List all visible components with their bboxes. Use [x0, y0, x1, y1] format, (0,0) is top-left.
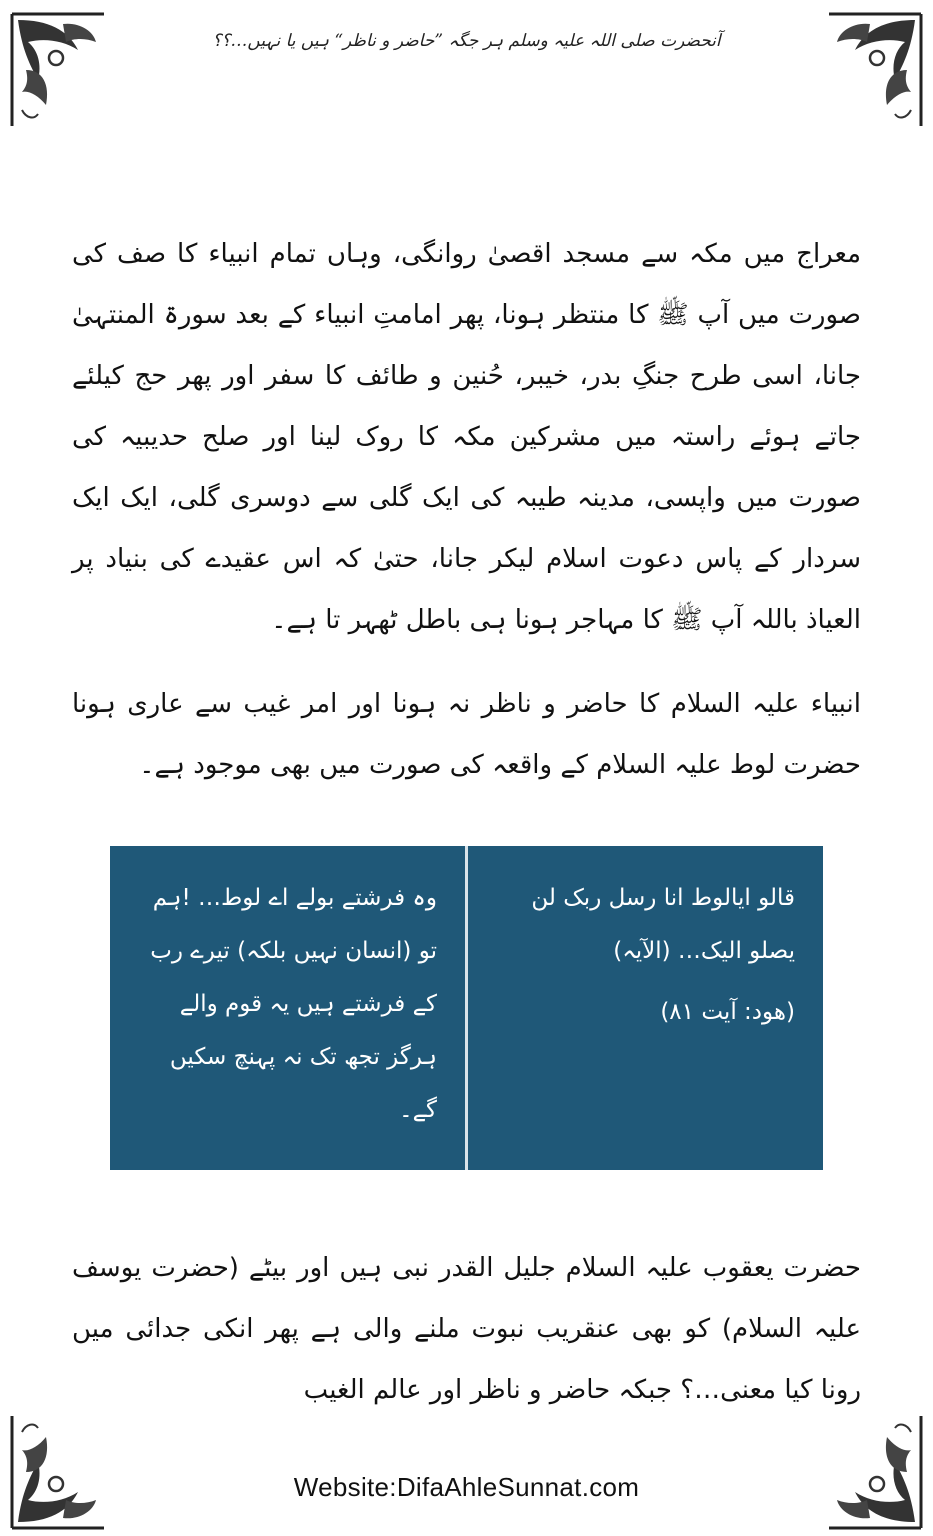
- quote-box: [110, 846, 823, 1170]
- ornament-icon: [825, 10, 925, 130]
- quote-arabic-text: قالو ایالوط انا رسل ربک لن یصلو الیک… (الآیہ): [531, 885, 795, 964]
- quote-translation-text: وہ فرشتے بولے اے لوط… !ہم تو (انسان نہیں بلکہ) تیرے رب کے فرشتے ہیں یہ قوم والے ہرگز تجھ تک نہ پہنچ سکیں گے۔: [150, 885, 437, 1123]
- corner-ornament-top-left: [8, 10, 108, 130]
- paragraph-lut: انبیاء علیہ السلام کا حاضر و ناظر نہ ہونا اور امر غیب سے عاری ہونا حضرت لوط علیہ السلام کے واقعہ کی صورت میں بھی موجود ہے۔: [72, 689, 861, 780]
- footer-website: Website:DifaAhleSunnat.com: [293, 1472, 640, 1502]
- paragraph-miraj: معراج میں مکہ سے مسجد اقصیٰ روانگی، وہاں تمام انبیاء کا صف کی صورت میں آپ ﷺ کا منتظر ہونا، پھر امامتِ انبیاء کے بعد سورۃ المنتہیٰ جانا، اسی طرح جنگِ بدر، خیبر، حُنین و طائف کا سفر اور پھر حج کیلئے جاتے ہوئے راستہ میں مشرکین مکہ کا روک لینا اور صلح حدیبیہ کی صورت میں واپسی، مدینہ طیبہ کی ایک گلی سے دوسری گلی، ایک ایک سردار کے پاس دعوت اسلام لیکر جانا، حتیٰ کہ اس عقیدے کی بنیاد پر العیاذ باللہ آپ ﷺ کا مہاجر ہونا ہی باطل ٹھہر تا ہے۔: [72, 239, 861, 635]
- quote-reference: (ھود: آیت ۸۱): [660, 999, 795, 1025]
- corner-ornament-top-right: [825, 10, 925, 130]
- ornament-icon: [8, 10, 108, 130]
- page-header-title: آنحضرت صلی اللہ علیہ وسلم ہر جگہ ”حاضر و ناظر“ ہیں یا نہیں…؟؟: [212, 31, 721, 51]
- quote-arabic-column: [468, 846, 823, 1170]
- paragraph-yaqub: حضرت یعقوب علیہ السلام جلیل القدر نبی ہیں اور بیٹے (حضرت یوسف علیہ السلام) کو بھی عنقریب نبوت ملنے والی ہے پھر انکی جدائی میں رونا کیا معنی…؟ جبکہ حاضر و ناظر اور عالم الغیب: [72, 1253, 861, 1405]
- quote-translation-column: [110, 846, 465, 1170]
